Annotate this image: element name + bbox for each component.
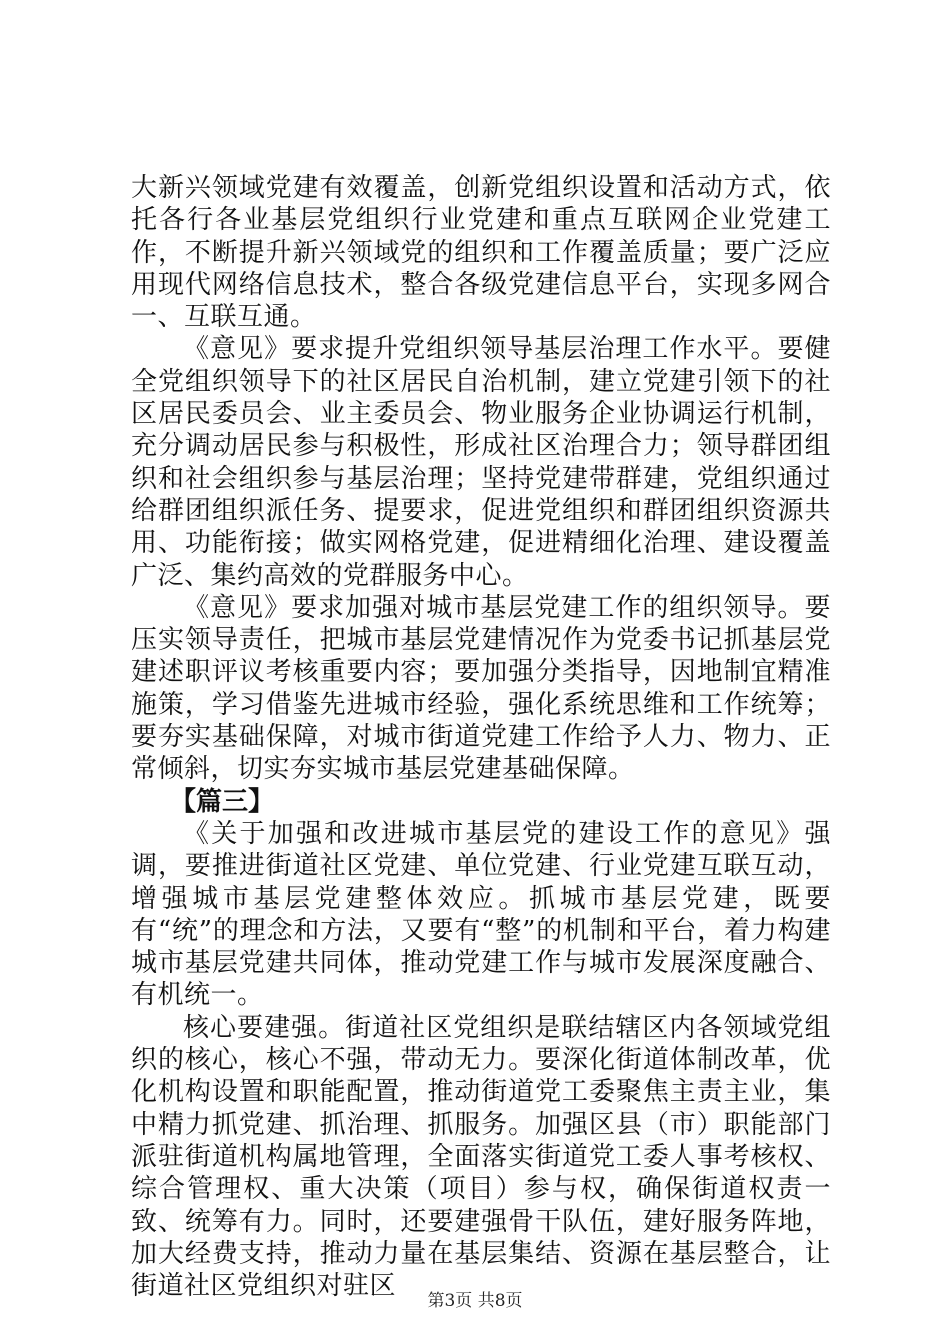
paragraph-continuation: 大新兴领域党建有效覆盖，创新党组织设置和活动方式，依托各行各业基层党组织行业党建和重点互联网企业党建工作，不断提升新兴领域党的组织和工作覆盖质量；要广泛应用现代网络信息技术，整合各级党建信息平台，实现多网合一、互联互通。 [131, 173, 831, 333]
document-body [131, 172, 831, 1302]
section-heading: 【篇三】 [170, 786, 275, 817]
paragraph-leadership: 《意见》要求加强对城市基层党建工作的组织领导。要压实领导责任，把城市基层党建情况作为党委书记抓基层党建述职评议考核重要内容；要加强分类指导，因地制宜精准施策，学习借鉴先进城市经验，强化系统思维和工作统筹；要夯实基础保障，对城市街道党建工作给予人力、物力、正常倾斜，切实夯实城市基层党建基础保障。 [131, 592, 831, 785]
paragraph-governance: 《意见》要求提升党组织领导基层治理工作水平。要健全党组织领导下的社区居民自治机制，建立党建引领下的社区居民委员会、业主委员会、物业服务企业协调运行机制，充分调动居民参与积极性，形成社区治理合力；领导群团组织和社会组织参与基层治理；坚持党建带群建，党组织通过给群团组织派任务、提要求，促进党组织和群团组织资源共用、功能衔接；做实网格党建，促进精细化治理、建设覆盖广泛、集约高效的党群服务中心。 [131, 334, 831, 591]
paragraph-core: 核心要建强。街道社区党组织是联结辖区内各领域党组织的核心，核心不强，带动无力。要深化街道体制改革，优化机构设置和职能配置，推动街道党工委聚焦主责主业，集中精力抓党建、抓治理、抓服务。加强区县（市）职能部门派驻街道机构属地管理，全面落实街道党工委人事考核权、综合管理权、重大决策（项目）参与权，确保街道权责一致、统筹有力。同时，还要建强骨干队伍，建好服务阵地，加大经费支持，推动力量在基层集结、资源在基层整合，让街道社区党组织对驻区 [131, 1012, 831, 1302]
paragraph-intro: 《关于加强和改进城市基层党的建设工作的意见》强调，要推进街道社区党建、单位党建、行业党建互联互动，增强城市基层党建整体效应。抓城市基层党建，既要有“统”的理念和方法，又要有“整”的机制和平台，着力构建城市基层党建共同体，推动党建工作与城市发展深度融合、有机统一。 [131, 818, 831, 1011]
page-footer: 第3页 共8页 [427, 1291, 523, 1311]
